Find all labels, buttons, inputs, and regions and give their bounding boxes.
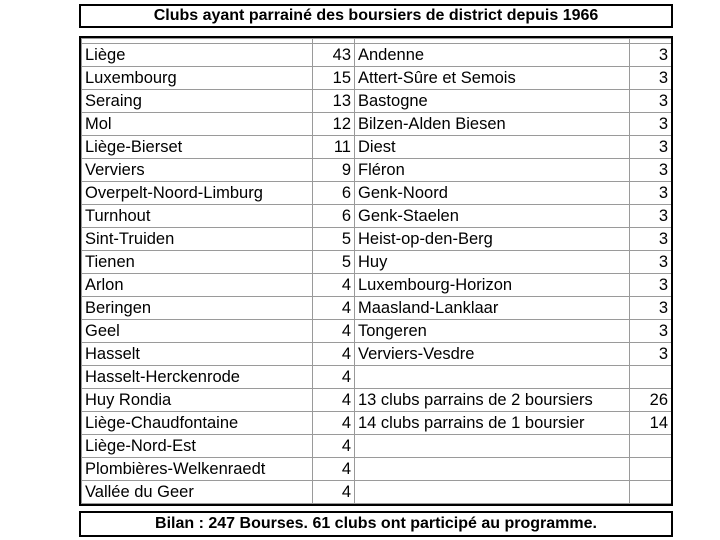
table-row — [82, 44, 672, 67]
left-club-name: Liège-Bierset — [82, 136, 313, 159]
right-club-name: Diest — [355, 136, 630, 159]
right-club-count: 3 — [630, 228, 672, 251]
right-club-count: 3 — [630, 251, 672, 274]
left-club-name: Verviers — [82, 159, 313, 182]
table-row — [82, 182, 672, 205]
left-club-name: Seraing — [82, 90, 313, 113]
left-club-name: Overpelt-Noord-Limburg — [82, 182, 313, 205]
left-club-count: 6 — [313, 182, 355, 205]
left-club-count: 4 — [313, 412, 355, 435]
right-club-name: Bilzen-Alden Biesen — [355, 113, 630, 136]
table-row — [82, 481, 672, 504]
left-club-count: 12 — [313, 113, 355, 136]
right-club-name: Genk-Noord — [355, 182, 630, 205]
right-club-name: Luxembourg-Horizon — [355, 274, 630, 297]
left-club-name: Mol — [82, 113, 313, 136]
right-club-count: 3 — [630, 67, 672, 90]
right-club-name: Attert-Sûre et Semois — [355, 67, 630, 90]
left-club-count: 4 — [313, 343, 355, 366]
right-club-count: 14 — [630, 412, 672, 435]
left-club-count: 13 — [313, 90, 355, 113]
right-club-count: 3 — [630, 159, 672, 182]
right-club-name: Verviers-Vesdre — [355, 343, 630, 366]
left-club-name: Arlon — [82, 274, 313, 297]
left-club-count: 4 — [313, 458, 355, 481]
table-row — [82, 320, 672, 343]
table-row — [82, 412, 672, 435]
left-club-count: 4 — [313, 389, 355, 412]
right-club-name — [355, 458, 630, 481]
left-club-name: Liège-Nord-Est — [82, 435, 313, 458]
table-row — [82, 435, 672, 458]
right-club-count — [630, 481, 672, 504]
left-club-count: 43 — [313, 44, 355, 67]
right-club-name: 13 clubs parrains de 2 boursiers — [355, 389, 630, 412]
left-club-name: Turnhout — [82, 205, 313, 228]
right-club-name: Andenne — [355, 44, 630, 67]
table-row — [82, 67, 672, 90]
left-club-count: 5 — [313, 251, 355, 274]
table-row — [82, 205, 672, 228]
left-club-count: 15 — [313, 67, 355, 90]
left-club-count: 4 — [313, 274, 355, 297]
right-club-name: Maasland-Lanklaar — [355, 297, 630, 320]
table-row — [82, 159, 672, 182]
left-club-count: 4 — [313, 297, 355, 320]
right-club-name — [355, 481, 630, 504]
left-club-count: 5 — [313, 228, 355, 251]
left-club-count: 11 — [313, 136, 355, 159]
left-club-count: 4 — [313, 366, 355, 389]
right-club-name — [355, 435, 630, 458]
clubs-grid — [81, 38, 672, 504]
right-club-name: Genk-Staelen — [355, 205, 630, 228]
left-club-name: Luxembourg — [82, 67, 313, 90]
left-club-count: 4 — [313, 320, 355, 343]
left-club-name: Tienen — [82, 251, 313, 274]
right-club-name: Heist-op-den-Berg — [355, 228, 630, 251]
left-club-count: 4 — [313, 435, 355, 458]
right-club-count: 3 — [630, 205, 672, 228]
table-row — [82, 251, 672, 274]
right-club-count — [630, 458, 672, 481]
right-club-count: 3 — [630, 44, 672, 67]
right-club-count: 26 — [630, 389, 672, 412]
summary-footer: Bilan : 247 Bourses. 61 clubs ont participé au programme. — [79, 511, 673, 537]
table-row — [82, 389, 672, 412]
left-club-count: 9 — [313, 159, 355, 182]
table-row — [82, 228, 672, 251]
right-club-name: Tongeren — [355, 320, 630, 343]
left-club-name: Hasselt-Herckenrode — [82, 366, 313, 389]
right-club-name: 14 clubs parrains de 1 boursier — [355, 412, 630, 435]
table-row — [82, 343, 672, 366]
left-club-count: 4 — [313, 481, 355, 504]
right-club-count: 3 — [630, 113, 672, 136]
right-club-count: 3 — [630, 297, 672, 320]
right-club-name: Bastogne — [355, 90, 630, 113]
right-club-count: 3 — [630, 136, 672, 159]
left-club-name: Liège — [82, 44, 313, 67]
table-title: Clubs ayant parrainé des boursiers de district depuis 1966 — [79, 4, 673, 28]
right-club-count: 3 — [630, 320, 672, 343]
left-club-count: 6 — [313, 205, 355, 228]
right-club-count: 3 — [630, 90, 672, 113]
right-club-name — [355, 366, 630, 389]
table-row — [82, 458, 672, 481]
left-club-name: Hasselt — [82, 343, 313, 366]
table-row — [82, 297, 672, 320]
left-club-name: Vallée du Geer — [82, 481, 313, 504]
left-club-name: Plombières-Welkenraedt — [82, 458, 313, 481]
table-row — [82, 90, 672, 113]
table-row — [82, 136, 672, 159]
right-club-count — [630, 366, 672, 389]
left-club-name: Liège-Chaudfontaine — [82, 412, 313, 435]
right-club-count — [630, 435, 672, 458]
left-club-name: Huy Rondia — [82, 389, 313, 412]
right-club-count: 3 — [630, 343, 672, 366]
right-club-name: Fléron — [355, 159, 630, 182]
left-club-name: Beringen — [82, 297, 313, 320]
left-club-name: Sint-Truiden — [82, 228, 313, 251]
right-club-name: Huy — [355, 251, 630, 274]
right-club-count: 3 — [630, 182, 672, 205]
left-club-name: Geel — [82, 320, 313, 343]
clubs-table — [79, 36, 673, 506]
right-club-count: 3 — [630, 274, 672, 297]
clubs-grid-body — [82, 39, 672, 504]
table-row — [82, 274, 672, 297]
table-row — [82, 113, 672, 136]
table-row — [82, 366, 672, 389]
